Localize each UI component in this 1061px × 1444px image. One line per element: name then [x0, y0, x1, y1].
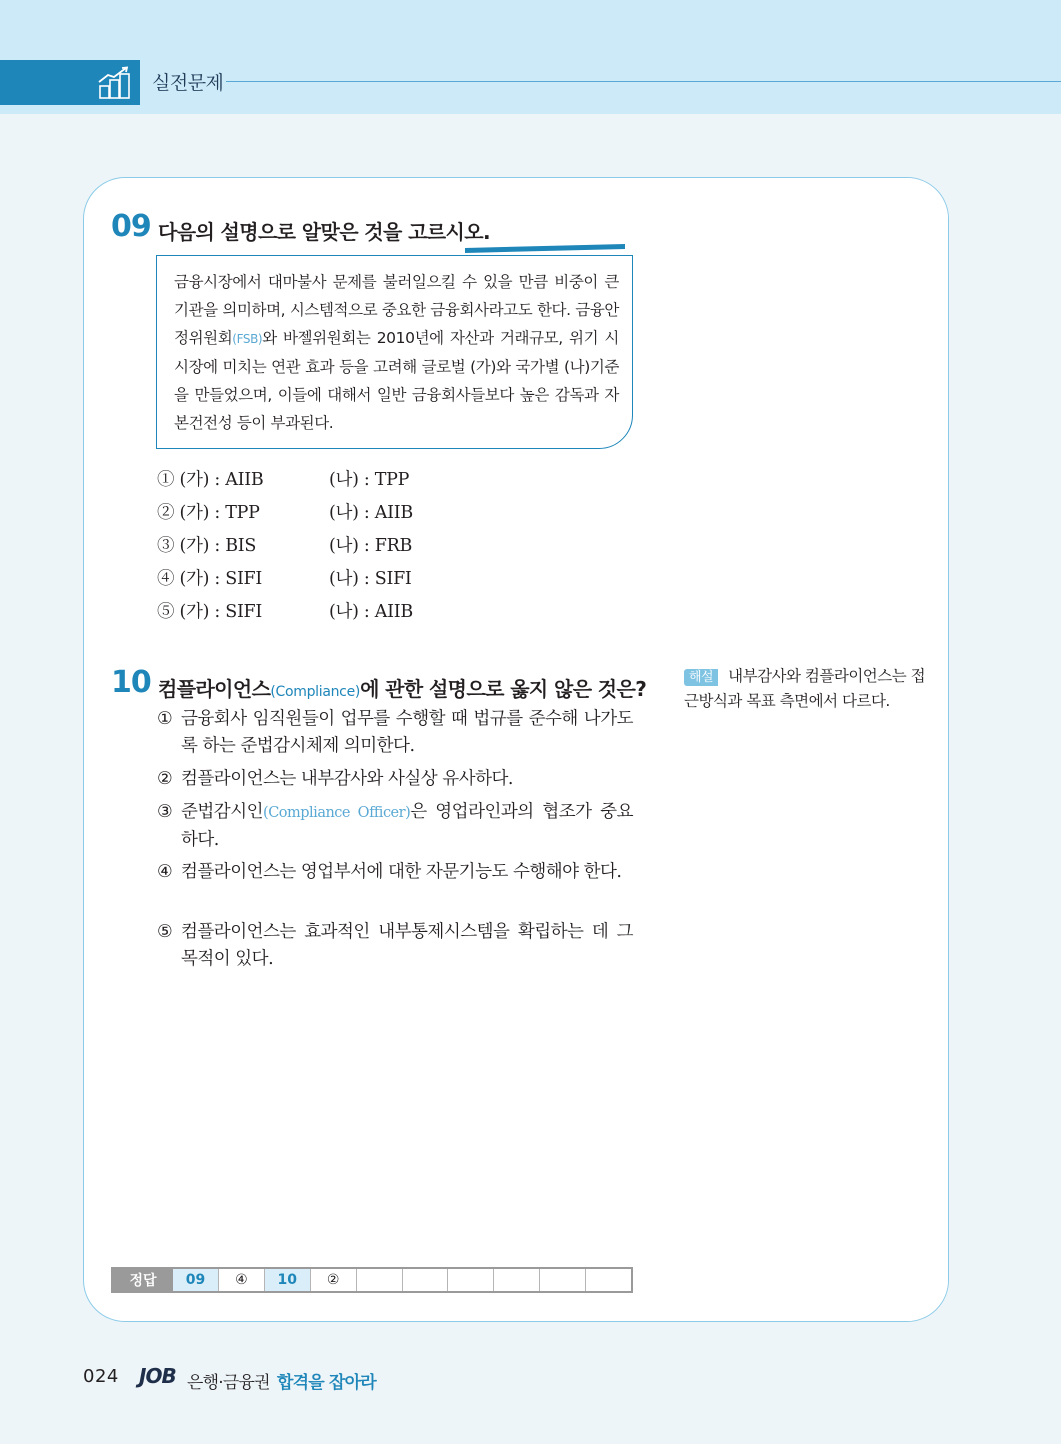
- answer-label: 정답: [113, 1269, 173, 1291]
- answer-empty-cell: [403, 1269, 449, 1291]
- brand-logo: JOB: [139, 1364, 176, 1388]
- question-number: 10: [111, 665, 151, 700]
- option-5[interactable]: ⑤ (가) : SIFI: [157, 602, 263, 622]
- option-2[interactable]: ② (가) : TPP: [157, 503, 260, 523]
- coin-stack-chart-icon: [96, 66, 132, 100]
- explanation-text: 내부감사와 컴플라이언스는 접근방식과 목표 측면에서 다르다.: [684, 667, 926, 710]
- answer-empty-cell: [357, 1269, 403, 1291]
- option-4[interactable]: ④ (가) : SIFI: [157, 569, 263, 589]
- option-3-na: (나) : FRB: [329, 536, 413, 556]
- question-number: 09: [111, 209, 151, 244]
- answer-question: 10: [265, 1269, 311, 1291]
- section-title: 실전문제: [152, 72, 224, 94]
- answer-empty-cell: [494, 1269, 540, 1291]
- option-2[interactable]: ② 컴플라이언스는 내부감사와 사실상 유사하다.: [157, 769, 513, 789]
- passage-text: 금융시장에서 대마불사 문제를 불러일으킬 수 있을 만큼 비중이 큰 기관을 의미하며, 시스템적으로 중요한 금융회사라고도 한다. 금융안정위원회(FSB)와 바젤위원회는 2010년에 자산과 거래규모, 위기 시 시장에 미치는 연관 효과 등을 고려해 글로벌 (가)와 국가별 (나)기준을 만들었으며, 이들에 대해서 일반 금융회사들보다 높은 감독과 자본건전성 등이 부과된다.: [174, 273, 619, 432]
- question-title: 컴플라이언스(Compliance)에 관한 설명으로 옳지 않은 것은?: [158, 677, 647, 701]
- option-2-na: (나) : AIIB: [329, 503, 413, 523]
- answer-empty-cell: [448, 1269, 494, 1291]
- page-number: 024: [83, 1366, 119, 1387]
- option-5[interactable]: ⑤ 컴플라이언스는 효과적인 내부통제시스템을 확립하는 데 그 목적이 있다.: [157, 922, 633, 969]
- explanation: [684, 664, 932, 714]
- option-4[interactable]: ④ 컴플라이언스는 영업부서에 대한 자문기능도 수행해야 한다.: [157, 862, 622, 882]
- top-band: [0, 0, 1061, 114]
- answer-question: 09: [173, 1269, 219, 1291]
- brand-highlight: 합격을 잡아라: [277, 1373, 376, 1393]
- option-1[interactable]: ① 금융회사 임직원들이 업무를 수행할 때 법규를 준수해 나가도록 하는 준법감시체제 의미한다.: [157, 709, 633, 756]
- header-rule: [226, 81, 1061, 82]
- option-4-na: (나) : SIFI: [329, 569, 412, 589]
- option-3[interactable]: ③ 준법감시인(Compliance Officer)은 영업라인과의 협조가 중요하다.: [157, 802, 633, 850]
- option-1[interactable]: ① (가) : AIIB: [157, 470, 264, 490]
- answer-value: ②: [311, 1269, 357, 1291]
- answer-empty-cell: [586, 1269, 631, 1291]
- brand-text: 은행·금융권: [187, 1373, 270, 1393]
- question-title: 다음의 설명으로 알맞은 것을 고르시오.: [158, 220, 490, 244]
- passage-box: [156, 255, 633, 449]
- explanation-tag: 해설: [684, 669, 718, 686]
- answer-strip: [111, 1267, 633, 1293]
- explanation-column: [660, 178, 948, 1321]
- answer-empty-cell: [540, 1269, 586, 1291]
- answer-value: ④: [219, 1269, 265, 1291]
- option-1-na: (나) : TPP: [329, 470, 410, 490]
- option-3[interactable]: ③ (가) : BIS: [157, 536, 257, 556]
- option-5-na: (나) : AIIB: [329, 602, 413, 622]
